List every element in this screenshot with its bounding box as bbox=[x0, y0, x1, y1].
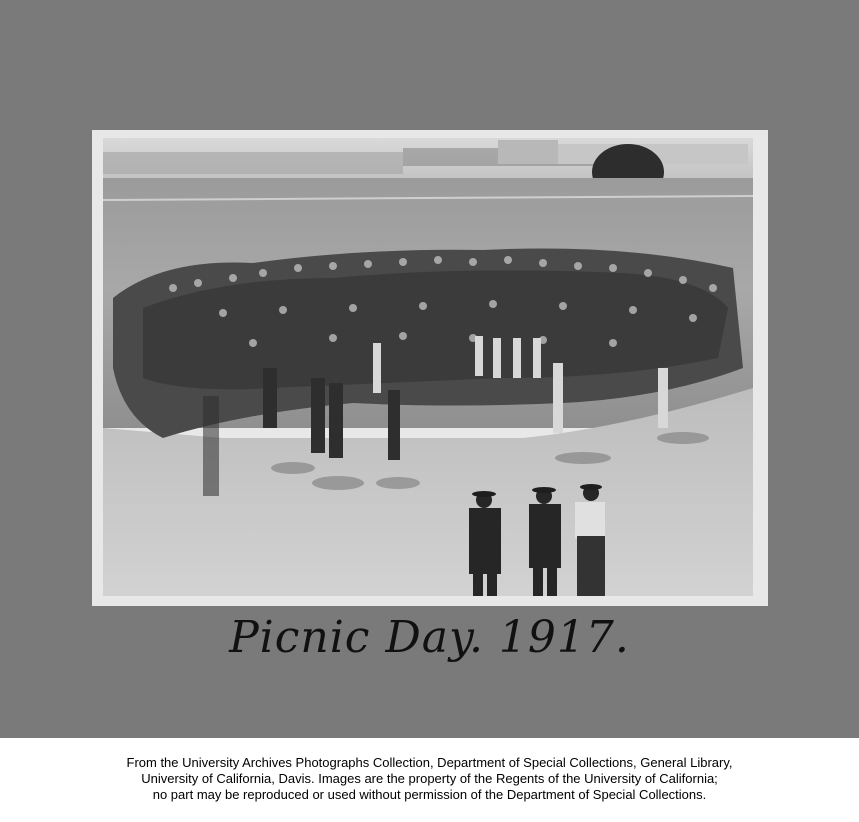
credit-line-2: University of California, Davis. Images are the property of the Regents of the University of California; bbox=[141, 771, 718, 786]
copyright-credit bbox=[0, 755, 859, 803]
credit-line-3: no part may be reproduced or used without permission of the Department of Special Collections. bbox=[152, 787, 707, 802]
handwritten-caption: Picnic Day. 1917. bbox=[229, 612, 630, 663]
historic-photograph bbox=[103, 138, 753, 596]
credit-line-1: From the University Archives Photographs Collection, Department of Special Collections, General Library, bbox=[126, 755, 733, 770]
